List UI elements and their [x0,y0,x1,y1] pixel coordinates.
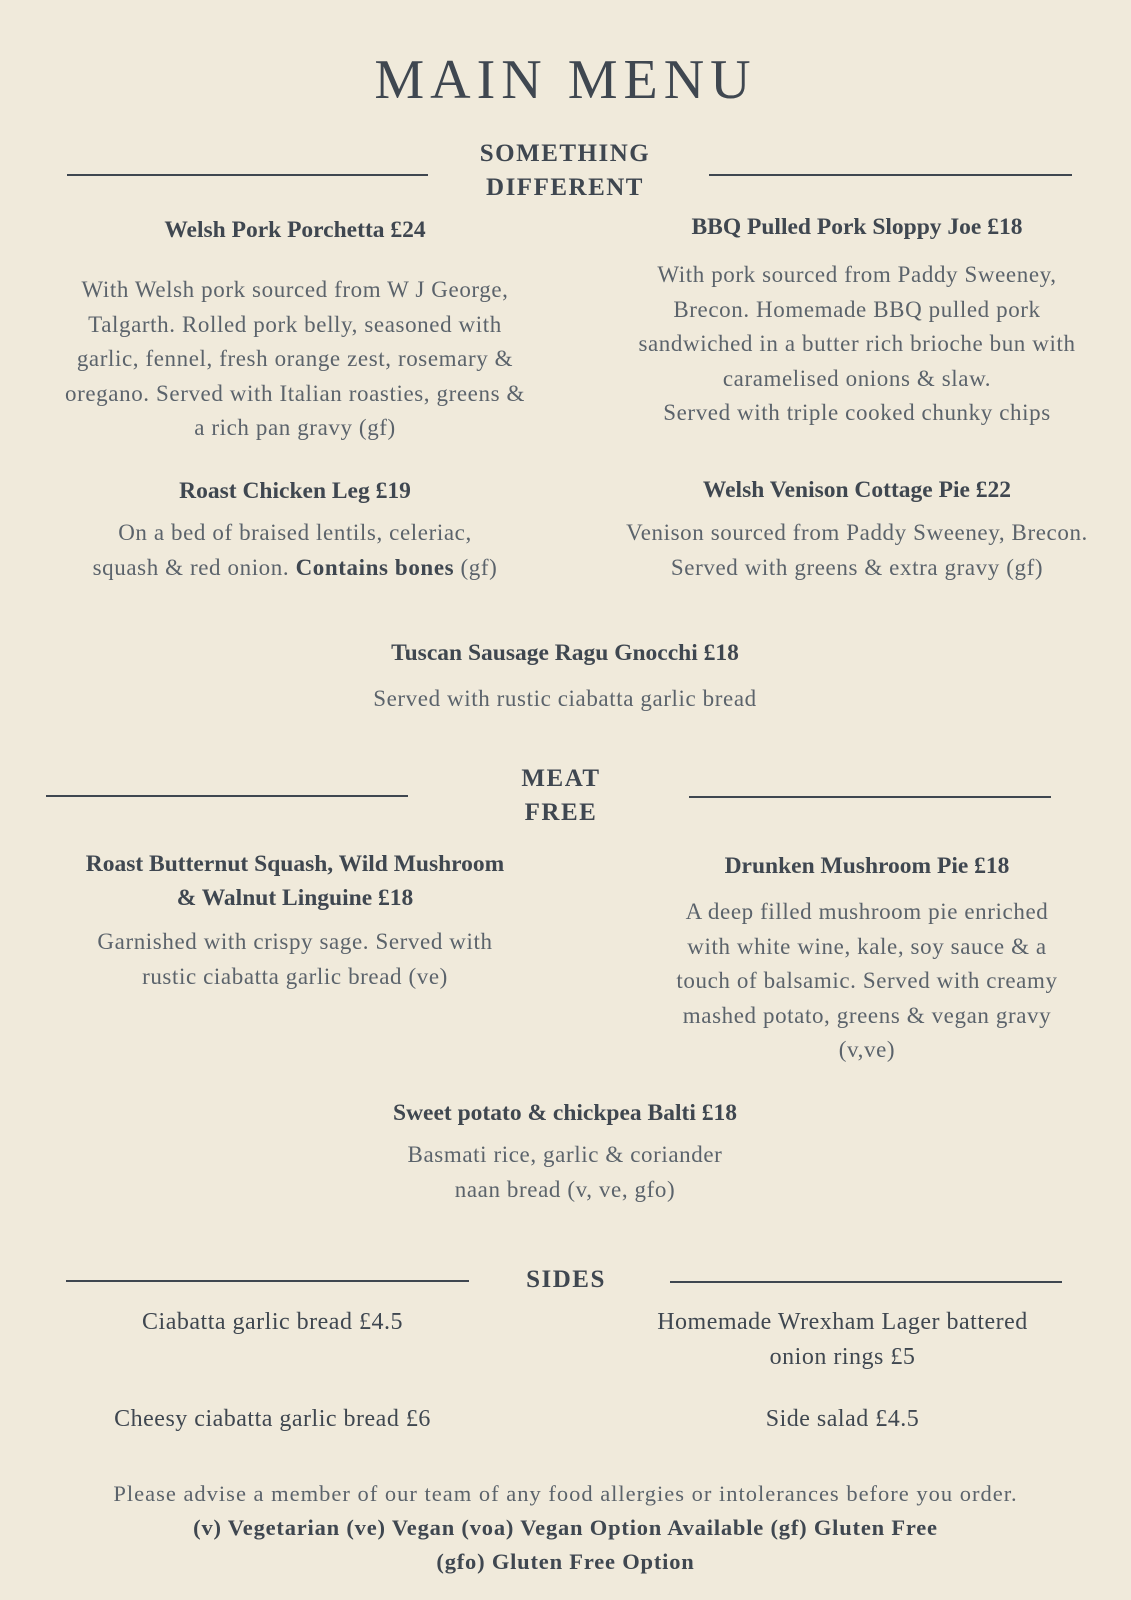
menu-item [592,473,1122,585]
side-item: Homemade Wrexham Lager battered onion rings £5 [657,1309,1028,1370]
section-heading-meat-free: MEAT FREE [521,765,601,826]
section-divider-right [709,174,1072,176]
dish-description: With Welsh pork sourced from W J George, Talgarth. Rolled pork belly, seasoned with garlic, fennel, fresh orange zest, rosemary & oregano. Served with Italian roasties, greens & a rich pan gravy (gf) [65,277,525,440]
dietary-key-continued: (gfo) Gluten Free Option [436,1549,695,1574]
dish-description: A deep filled mushroom pie enriched with white wine, kale, soy sauce & a touch of balsamic. Served with creamy mashed potato, greens & vegan gravy (v,ve) [676,899,1058,1062]
section-divider-right [670,1281,1062,1283]
dish-name: Welsh Pork Porchetta £24 [164,217,426,243]
allergen-warning: Contains bones [295,554,455,580]
dish-description: Basmati rice, garlic & coriander naan bread (v, ve, gfo) [407,1142,723,1202]
dish-name: Drunken Mushroom Pie £18 [724,853,1010,879]
dish-name: BBQ Pulled Pork Sloppy Joe £18 [691,214,1023,240]
section-divider-left [46,795,408,797]
section-heading-something-different: SOMETHING DIFFERENT [479,140,651,201]
side-item: Ciabatta garlic bread £4.5 [142,1309,403,1335]
menu-item [602,849,1131,1068]
allergy-note: Please advise a member of our team of any food allergies or intolerances before you order. [113,1481,1018,1506]
side-item: Cheesy ciabatta garlic bread £6 [114,1406,431,1432]
dish-description: On a bed of braised lentils, celeriac, squash & red onion. Contains bones (gf) [92,520,498,580]
menu-item [592,210,1122,431]
section-divider-left [66,1280,469,1282]
dish-description: With pork sourced from Paddy Sweeney, Brecon. Homemade BBQ pulled pork sandwiched in a butter rich brioche bun with caramelised onions & slaw. Served with triple cooked chunky chips [638,262,1076,425]
dish-description: Venison sourced from Paddy Sweeney, Brecon. Served with greens & extra gravy (gf) [626,520,1088,580]
menu-item [200,636,930,717]
dish-name: Roast Butternut Squash, Wild Mushroom & Walnut Linguine £18 [85,851,505,911]
menu-item [200,1096,930,1207]
page-title: MAIN MENU [374,49,757,111]
dish-name: Welsh Venison Cottage Pie £22 [702,477,1012,503]
side-item: Side salad £4.5 [765,1406,920,1432]
dish-name: Tuscan Sausage Ragu Gnocchi £18 [391,640,739,666]
menu-item [20,847,570,994]
dietary-key: (v) Vegetarian (ve) Vegan (voa) Vegan Option Available (gf) Gluten Free [193,1515,938,1540]
dish-name: Roast Chicken Leg £19 [179,478,411,504]
section-divider-left [67,174,428,176]
menu-item [20,213,570,446]
dish-name: Sweet potato & chickpea Balti £18 [393,1100,737,1126]
menu-item [20,474,570,585]
section-divider-right [689,796,1051,798]
section-heading-sides: SIDES [526,1266,606,1293]
dish-description: Garnished with crispy sage. Served with rustic ciabatta garlic bread (ve) [97,929,493,989]
dish-description: Served with rustic ciabatta garlic bread [373,686,757,711]
